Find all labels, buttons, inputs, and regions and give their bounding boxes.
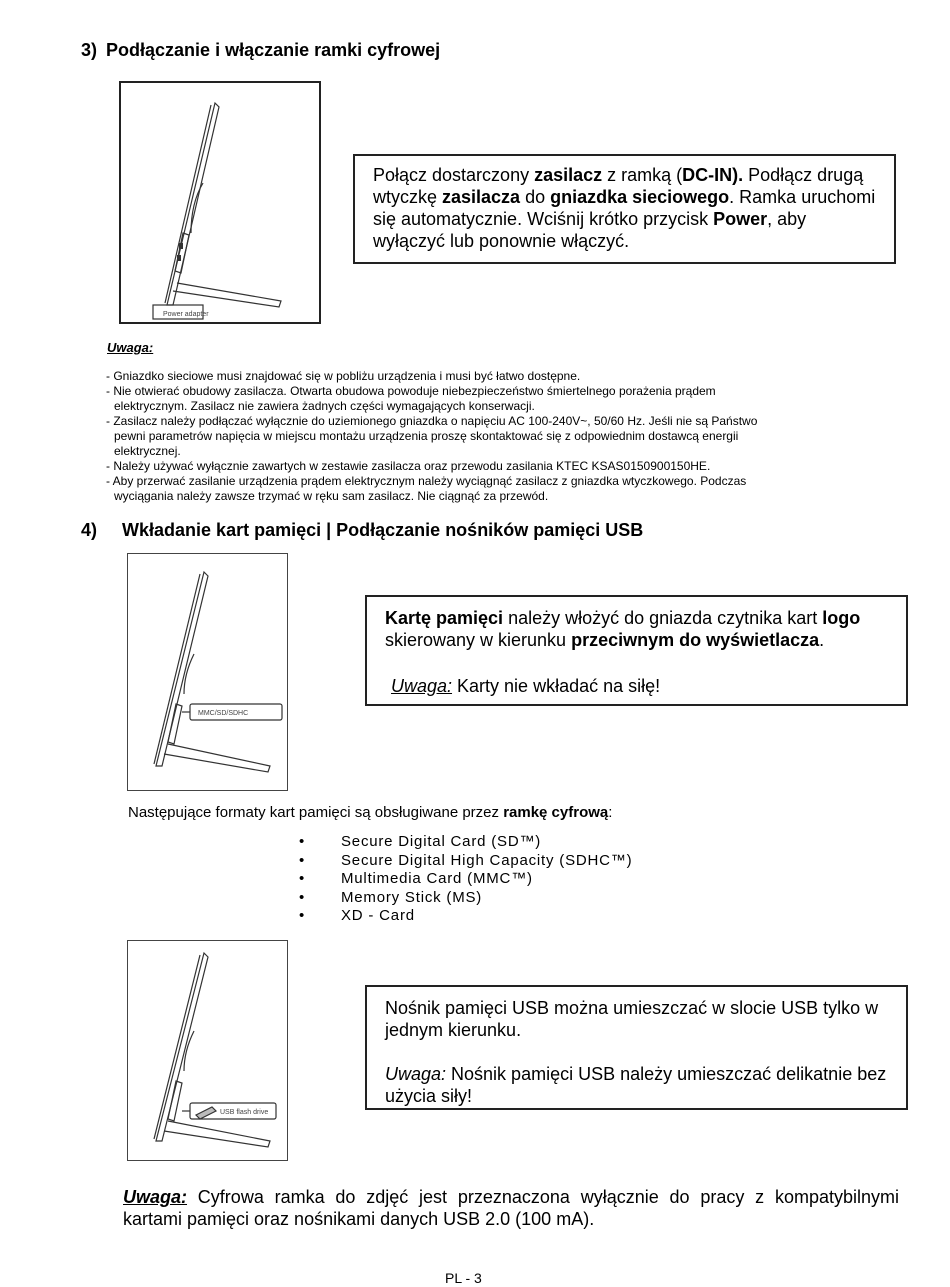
warning-title: Uwaga:: [107, 340, 154, 355]
callout-bold: zasilacza: [442, 187, 521, 207]
format-item-text: Secure Digital High Capacity (SDHC™): [341, 851, 633, 869]
callout-text: Podłącz drugą wtyczkę: [373, 165, 864, 207]
formats-intro: [128, 804, 612, 821]
callout-bold: przeciwnym do wyświetlacza: [571, 630, 820, 650]
format-item: [299, 833, 632, 852]
final-note-label: Uwaga:: [123, 1187, 188, 1207]
memory-card-callout: [365, 595, 908, 706]
format-item-text: XD - Card: [341, 907, 415, 924]
format-item: [299, 888, 632, 908]
section-3-title: Podłączanie i włączanie ramki cyfrowej: [106, 40, 441, 60]
usb-slot-label-text: USB flash drive: [220, 1109, 269, 1116]
callout-text: należy włożyć do gniazda czytnika kart: [503, 608, 823, 628]
warning-note-line: - Gniazdko sieciowe musi znajdować się w pobliżu urządzenia i musi być łatwo dostępne.: [106, 369, 581, 383]
usb-callout: [365, 985, 908, 1110]
callout-text: do: [520, 187, 551, 207]
warning-note-line: - Zasilacz należy podłączać wyłącznie do uziemionego gniazdka o napięciu AC 100-240V~, 50/60 Hz. Jeśli nie są Państwo: [106, 414, 758, 428]
frame-usb-slot-drawing: [128, 941, 287, 1160]
callout-text: Połącz dostarczony: [373, 165, 535, 185]
frame-power-adapter-illustration: [119, 81, 321, 324]
power-adapter-label: Power adapter: [163, 311, 209, 318]
callout-bold: Kartę pamięci: [385, 608, 504, 628]
formats-intro-colon: :: [608, 804, 613, 821]
callout-note-text: Karty nie wkładać na siłę!: [452, 676, 661, 696]
callout-bold: zasilacz: [534, 165, 603, 185]
warning-note-line: - Aby przerwać zasilanie urządzenia prądem elektrycznym należy wyciągnąć zasilacz z gniazdka wtyczkowego. Podczas: [106, 474, 747, 488]
frame-card-slot-drawing: [128, 554, 287, 790]
callout-text: z ramką (: [602, 165, 683, 185]
format-item: [299, 907, 632, 926]
format-item-text: Secure Digital Card (SD™): [341, 833, 542, 850]
card-slot-label-text: MMC/SD/SDHC: [198, 710, 249, 717]
warning-notes-list: [106, 369, 757, 504]
callout-bold: DC-IN).: [682, 165, 744, 185]
card-slot-label: [198, 710, 248, 717]
bullet: •: [299, 833, 306, 850]
section-4-title: Wkładanie kart pamięci | Podłączanie nośników pamięci USB: [122, 520, 644, 540]
bullet: •: [299, 870, 306, 887]
callout-bold: gniazdka sieciowego: [550, 187, 730, 207]
usb-warning: [385, 1063, 888, 1107]
warning-note-line: elektrycznym. Zasilacz nie zawiera żadnych części wymagających konserwacji.: [114, 399, 535, 413]
final-compatibility-note: [123, 1186, 899, 1230]
callout-note-label: Uwaga:: [385, 1064, 447, 1084]
formats-intro-text: Następujące formaty kart pamięci są obsługiwane przez: [128, 804, 504, 821]
callout-bold: logo: [822, 608, 861, 628]
warning-note-line: - Nie otwierać obudowy zasilacza. Otwarta obudowa powoduje niebezpieczeństwo śmiertelnego porażenia prądem: [106, 384, 716, 398]
bullet: •: [299, 888, 306, 906]
page-number: PL - 3: [445, 1270, 482, 1286]
final-note-text: Cyfrowa ramka do zdjęć jest przeznaczona wyłącznie do pracy z kompatybilnymi kartami pamięci oraz nośnikami danych USB 2.0 (100 mA).: [123, 1187, 899, 1229]
usb-flash-drive-illustration: [127, 940, 288, 1161]
bullet: •: [299, 851, 306, 869]
format-item-text: Memory Stick (MS): [341, 888, 483, 906]
usb-instructions: Nośnik pamięci USB można umieszczać w slocie USB tylko w jednym kierunku.: [385, 998, 879, 1040]
callout-note-text: Nośnik pamięci USB należy umieszczać delikatnie bez użycia siły!: [385, 1064, 887, 1106]
section-3-number: 3): [81, 40, 98, 60]
usb-slot-label: [220, 1109, 268, 1116]
power-connection-callout: [353, 154, 896, 264]
format-item: [299, 870, 632, 889]
callout-bold: Power: [713, 209, 768, 229]
memory-card-illustration: [127, 553, 288, 791]
supported-formats-list: [299, 833, 633, 926]
warning-note-line: pewni parametrów napięcia w miejscu montażu urządzenia proszę skontaktować się z odpowiednim dostawcą energii: [114, 429, 739, 443]
warning-note-line: elektrycznej.: [114, 444, 181, 458]
callout-text: .: [819, 630, 825, 650]
format-item-text: Multimedia Card (MMC™): [341, 870, 533, 887]
section-3-heading: [81, 40, 440, 61]
formats-intro-bold: ramkę cyfrową: [503, 804, 609, 821]
warning-note-line: wyciągania należy zawsze trzymać w ręku sam zasilacz. Nie ciągnąć za przewód.: [114, 489, 549, 503]
memory-card-instructions: [385, 607, 888, 651]
bullet: •: [299, 907, 306, 924]
warning-note-line: - Należy używać wyłącznie zawartych w zestawie zasilacza oraz przewodu zasilania KTEC KSAS0150900150HE.: [106, 459, 711, 473]
format-item: [299, 851, 633, 871]
callout-text: skierowany w kierunku: [385, 630, 572, 650]
callout-note-label: Uwaga:: [391, 676, 453, 696]
section-4-heading: [81, 520, 643, 541]
callout-text: , aby wyłączyć lub ponownie włączyć.: [373, 209, 807, 251]
callout-text: . Ramka uruchomi się automatycznie. Wciśnij krótko przycisk: [373, 187, 876, 229]
section-4-number: 4): [81, 520, 98, 540]
frame-side-view-drawing: [121, 83, 319, 322]
memory-card-warning: [385, 675, 888, 697]
